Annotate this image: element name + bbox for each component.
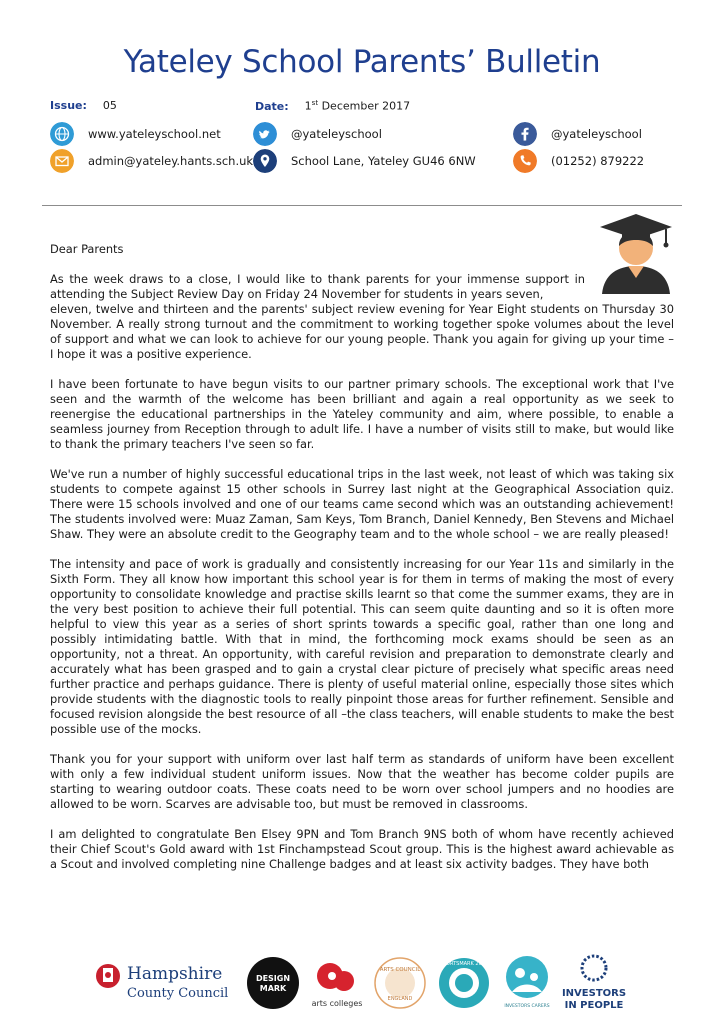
sportsmark-text: SPORTSMARK 2008 xyxy=(439,961,489,967)
paragraph-1-end: eleven, twelve and thirteen and the parents' subject review evening for Year Eight students on Thursday 30 November. A really strong turnout and the commitment to working together spoke volumes about the level of support and what we can look to achieve for our young people. Thank you again for giving up your time – I hope it was a positive experience. xyxy=(50,302,674,361)
paragraph-uniform: Thank you for your support with uniform over last half term as standards of uniform have been excellent with only a few individual student uniform issues. Now that the weather has become colder pupils are starting to wearing outdoor coats. These coats need to be worn over school jumpers and no hoodies are allowed to be worn. Scarves are advisable too, but must be removed in classrooms. xyxy=(50,752,674,811)
contact-twitter[interactable] xyxy=(253,122,382,146)
arts-council-text: ARTS COUNCIL xyxy=(379,967,421,973)
design-mark-logo xyxy=(247,957,299,1009)
globe-icon xyxy=(50,122,74,146)
arts-council-england-logo xyxy=(375,958,425,1008)
twitter-handle[interactable]: @yateleyschool xyxy=(291,127,382,141)
email-link[interactable]: admin@yateley.hants.sch.uk xyxy=(88,154,254,168)
location-pin-icon xyxy=(253,149,277,173)
website-link[interactable]: www.yateleyschool.net xyxy=(88,127,221,141)
header-divider xyxy=(42,205,682,206)
design-mark-line2: MARK xyxy=(259,984,287,993)
school-address: School Lane, Yateley GU46 6NW xyxy=(291,154,476,168)
contact-address xyxy=(253,149,476,173)
date-day: 1 xyxy=(304,99,312,113)
envelope-icon xyxy=(50,149,74,173)
paragraph-year11-mocks: The intensity and pace of work is gradually and consistently increasing for our Year 11s and similarly in the Sixth Form. They all know how important this school year is for them in terms of making the most of every opportunity to consolidate knowledge and practise skills learnt so that come the summer exams, they are in the very best position to achieve their full potential. This can seem quite daunting and so it is often more helpful to view this year as a series of short sprints towards a specific goal, rather than one long and possibly intimidating battle. With that in mind, the forthcoming mock exams should be seen as an opportunity, not a threat. An opportunity, with careful revision and preparation to demonstrate clearly and accurately what has been grasped and to gain a crystal clear picture of precisely what specific areas need further practice and perhaps guidance. There is plenty of useful material online, especially those sites which provide students with the diagnostic tools to really pinpoint those areas for further refinement. Sensible and focused revision alongside the best resource of all –the class teachers, will enable students to make the best possible use of the mocks. xyxy=(50,557,674,736)
issue-line xyxy=(50,99,117,112)
hampshire-logo-line1: Hampshire xyxy=(127,964,223,984)
investors-in-carers-logo xyxy=(504,956,549,1009)
contact-email[interactable] xyxy=(50,149,253,173)
investors-in-people-logo xyxy=(562,956,626,1011)
issue-label: Issue: xyxy=(50,99,87,112)
investors-carers-text: INVESTORS CARERS xyxy=(504,1004,550,1009)
hampshire-logo-line2: County Council xyxy=(127,986,229,1001)
accreditation-logos xyxy=(94,952,634,1014)
phone-number[interactable]: (01252) 879222 xyxy=(551,154,645,168)
phone-icon xyxy=(513,149,537,173)
facebook-handle[interactable]: @yateleyschool xyxy=(551,127,642,141)
paragraph-primary-visits: I have been fortunate to have begun visits to our partner primary schools. The exceptional work that I've seen and the warmth of the welcome has been brilliant and again a real opportunity as we seek to reenergise the educational partnerships in the Yateley community and aim, where possible, to enable a seamless journey from Reception through to adult life. I have a number of visits still to make, but would like to thank the primary teachers I've seen so far. xyxy=(50,377,674,451)
date-line xyxy=(255,99,410,113)
iip-line2: IN PEOPLE xyxy=(564,1000,624,1011)
issue-value: 05 xyxy=(102,99,117,112)
facebook-icon xyxy=(513,122,537,146)
bulletin-title: Yateley School Parents’ Bulletin xyxy=(123,44,601,80)
design-mark-line1: DESIGN xyxy=(255,974,291,983)
sportsmark-logo xyxy=(439,958,489,1008)
arts-colleges-logo xyxy=(312,963,363,1008)
contact-facebook[interactable] xyxy=(513,122,642,146)
paragraph-scouts: I am delighted to congratulate Ben Elsey 9PN and Tom Branch 9NS both of whom have recently achieved their Chief Scout's Gold award with 1st Finchampstead Scout group. This is the highest award achievable as a Scout and involved completing nine Challenge badges and at least six activity badges. They have both xyxy=(50,827,674,871)
hampshire-county-council-logo xyxy=(96,964,228,1001)
date-label: Date: xyxy=(255,99,289,113)
iip-line1: INVESTORS xyxy=(561,988,627,999)
paragraph-1-start: As the week draws to a close, I would like to thank parents for your immense support in attending the Subject Review Day on Friday 24 November for students in years seven, xyxy=(50,272,585,301)
arts-colleges-text: arts colleges xyxy=(311,999,363,1008)
date-ordinal: st xyxy=(311,99,319,107)
date-rest: December 2017 xyxy=(318,99,411,113)
contact-phone[interactable] xyxy=(513,149,644,173)
paragraph-educational-trips: We've run a number of highly successful educational trips in the last week, not least of which was taking six students to compete against 15 other schools in Surrey last night at the Geographical Association quiz. There were 15 schools involved and one of our teams came second which was an outstanding achievement! The students involved were: Muaz Zaman, Sam Keys, Tom Branch, Daniel Kennedy, Ben Stevens and Michael Shaw. They were an absolute credit to the Geography team and to the whole school – we are really pleased! xyxy=(50,467,674,541)
contact-website[interactable] xyxy=(50,122,221,146)
letter-greeting: Dear Parents xyxy=(50,242,124,256)
arts-council-sub: ENGLAND xyxy=(387,996,413,1002)
letter-body xyxy=(50,242,674,887)
twitter-icon xyxy=(253,122,277,146)
